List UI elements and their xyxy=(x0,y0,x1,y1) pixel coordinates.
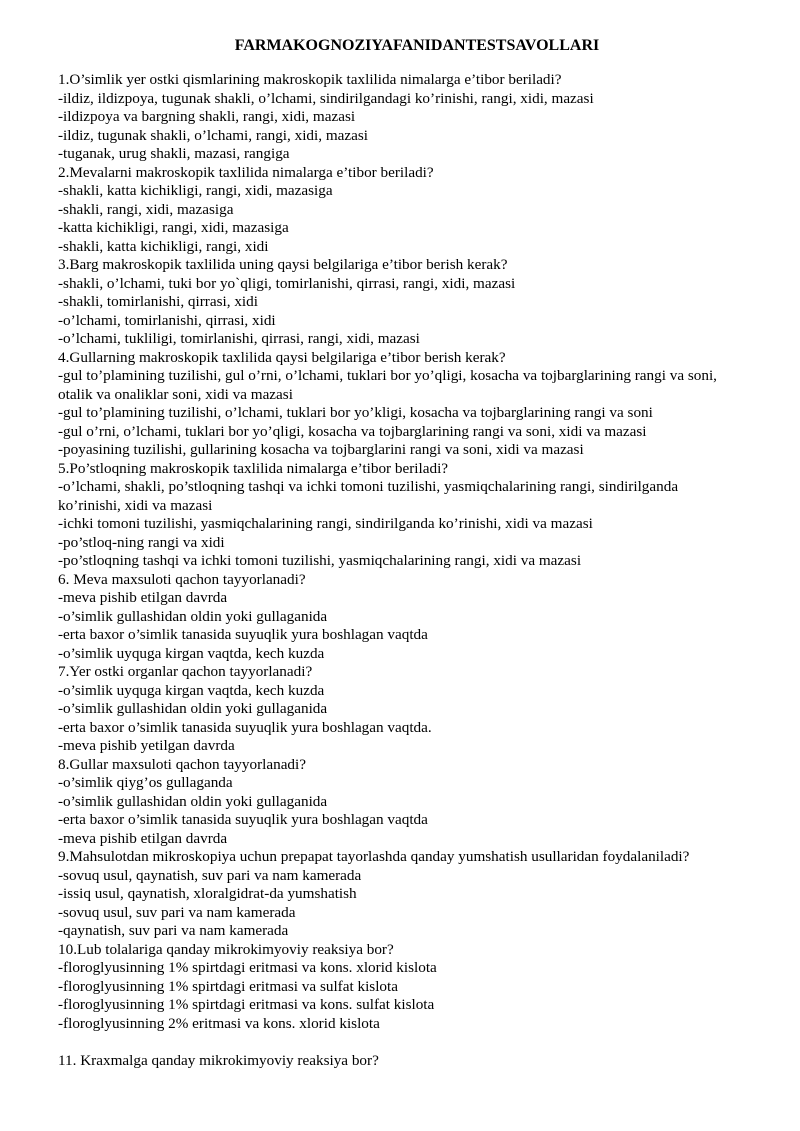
question-line: 6. Meva maxsuloti qachon tayyorlanadi? xyxy=(58,570,306,588)
blank-line xyxy=(58,1033,766,1052)
answer-option-line: -meva pishib yetilgan davrda xyxy=(58,737,235,754)
question-list xyxy=(58,71,766,1070)
question-line: 3.Barg makroskopik taxlilida uning qaysi belgilariga e’tibor berish kerak? xyxy=(58,256,508,273)
answer-option-line: -floroglyusinning 1% spirtdagi eritmasi va sulfat kislota xyxy=(58,977,398,995)
document-title: FARMAKOGNOZIYAFANIDANTESTSAVOLLARI xyxy=(234,37,600,54)
answer-option-line: -shakli, rangi, xidi, mazasiga xyxy=(58,200,234,218)
answer-option-line: -o’simlik qiyg’os gullaganda xyxy=(58,774,233,791)
answer-option-line: -po’stloq-ning rangi va xidi xyxy=(58,533,225,551)
answer-option-line: -meva pishib etilgan davrda xyxy=(58,589,228,606)
answer-option-line: -shakli, katta kichikligi, rangi, xidi xyxy=(58,237,269,255)
answer-option-line: -ildiz, tugunak shakli, o’lchami, rangi, xidi, mazasi xyxy=(58,126,369,144)
answer-option-line: -qaynatish, suv pari va nam kamerada xyxy=(58,922,289,939)
answer-option-line: -shakli, o’lchami, tuki bor yo`qligi, tomirlanishi, qirrasi, rangi, xidi, mazasi xyxy=(58,274,516,292)
answer-option-line: -shakli, tomirlanishi, qirrasi, xidi xyxy=(58,293,258,310)
answer-option-line: -o’simlik uyquga kirgan vaqtda, kech kuzda xyxy=(58,681,325,699)
answer-option-line: -o’simlik gullashidan oldin yoki gullaganida xyxy=(58,700,328,717)
question-line: 4.Gullarning makroskopik taxlilida qaysi belgilariga e’tibor berish kerak? xyxy=(58,348,506,366)
answer-option-line: -floroglyusinning 1% spirtdagi eritmasi va kons. sulfat kislota xyxy=(58,996,435,1013)
answer-option-line: -o’simlik uyquga kirgan vaqtda, kech kuzda xyxy=(58,644,325,662)
answer-option-line: -gul o’rni, o’lchami, tuklari bor yo’qligi, kosacha va tojbarglarining rangi va soni, xidi va mazasi xyxy=(58,422,647,440)
answer-option-line: -ildiz, ildizpoya, tugunak shakli, o’lchami, sindirilgandagi ko’rinishi, rangi, xidi, mazasi xyxy=(58,89,594,107)
answer-option-line: -ichki tomoni tuzilishi, yasmiqchalarining rangi, sindirilganda ko’rinishi, xidi va mazasi xyxy=(58,515,593,532)
answer-option-line: -o’simlik gullashidan oldin yoki gullaganida xyxy=(58,792,328,810)
question-line: 9.Mahsulotdan mikroskopiya uchun prepapat tayorlashda qanday yumshatish usullaridan foydalaniladi? xyxy=(58,848,690,865)
question-line: 8.Gullar maxsuloti qachon tayyorlanadi? xyxy=(58,755,306,773)
answer-option-line: -po’stloqning tashqi va ichki tomoni tuzilishi, yasmiqchalarining rangi, xidi va mazasi xyxy=(58,552,582,569)
answer-option-line: -floroglyusinning 2% eritmasi va kons. xlorid kislota xyxy=(58,1014,380,1032)
answer-option-line: -issiq usul, qaynatish, xloralgidrat-da yumshatish xyxy=(58,885,357,902)
answer-option-line: -sovuq usul, qaynatish, suv pari va nam kamerada xyxy=(58,866,362,884)
question-line: 1.O’simlik yer ostki qismlarining makroskopik taxlilida nimalarga e’tibor beriladi? xyxy=(58,71,562,88)
answer-option-line: -o’lchami, tukliligi, tomirlanishi, qirrasi, rangi, xidi, mazasi xyxy=(58,330,420,347)
answer-option-line: -tuganak, urug shakli, mazasi, rangiga xyxy=(58,145,290,162)
question-line: 11. Kraxmalga qanday mikrokimyoviy reaksiya bor? xyxy=(58,1051,379,1069)
question-line: 2.Mevalarni makroskopik taxlilida nimalarga e’tibor beriladi? xyxy=(58,163,434,181)
answer-option-line: -o’lchami, shakli, po’stloqning tashqi va ichki tomoni tuzilishi, yasmiqchalarining rangi, sindirilganda xyxy=(58,478,679,495)
answer-option-line: -o’simlik gullashidan oldin yoki gullaganida xyxy=(58,607,328,625)
question-line: 7.Yer ostki organlar qachon tayyorlanadi? xyxy=(58,663,313,680)
answer-option-line: -poyasining tuzilishi, gullarining kosacha va tojbarglarini rangi va soni, xidi va mazasi xyxy=(58,441,584,458)
answer-option-line: -meva pishib etilgan davrda xyxy=(58,829,228,847)
answer-option-line: -shakli, katta kichikligi, rangi, xidi, mazasiga xyxy=(58,182,333,199)
answer-option-line: -katta kichikligi, rangi, xidi, mazasiga xyxy=(58,219,289,236)
answer-option-line: -gul to’plamining tuzilishi, gul o’rni, o’lchami, tuklari bor yo’qligi, kosacha va tojbarglarining rangi va soni, xyxy=(58,367,717,384)
continuation-line: ko’rinishi, xidi va mazasi xyxy=(58,496,213,514)
answer-option-line: -o’lchami, tomirlanishi, qirrasi, xidi xyxy=(58,311,276,329)
answer-option-line: -floroglyusinning 1% spirtdagi eritmasi va kons. xlorid kislota xyxy=(58,959,437,976)
answer-option-line: -gul to’plamining tuzilishi, o’lchami, tuklari bor yo’kligi, kosacha va tojbarglarining rangi va soni xyxy=(58,404,653,421)
answer-option-line: -sovuq usul, suv pari va nam kamerada xyxy=(58,903,296,921)
answer-option-line: -ildizpoya va bargning shakli, rangi, xidi, mazasi xyxy=(58,108,356,125)
answer-option-line: -erta baxor o’simlik tanasida suyuqlik yura boshlagan vaqtda. xyxy=(58,718,432,736)
question-line: 10.Lub tolalariga qanday mikrokimyoviy reaksiya bor? xyxy=(58,940,394,958)
question-line: 5.Po’stloqning makroskopik taxlilida nimalarga e’tibor beriladi? xyxy=(58,459,449,477)
answer-option-line: -erta baxor o’simlik tanasida suyuqlik yura boshlagan vaqtda xyxy=(58,811,428,828)
answer-option-line: -erta baxor o’simlik tanasida suyuqlik yura boshlagan vaqtda xyxy=(58,626,428,643)
continuation-line: otalik va onaliklar soni, xidi va mazasi xyxy=(58,385,293,403)
